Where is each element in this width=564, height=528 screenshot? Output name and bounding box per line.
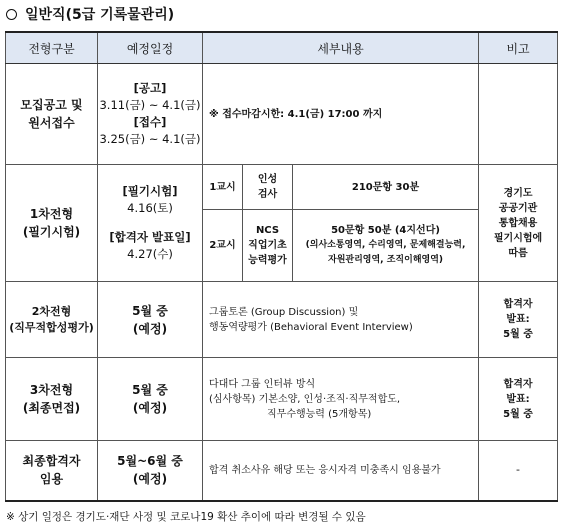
- recruit-schedule: [98, 64, 203, 165]
- third-schedule: 5월 중 (예정): [98, 358, 203, 441]
- final-type: 최종합격자 임용: [6, 441, 98, 501]
- third-detail-l2: (심사항목) 기본소양, 인성·조직·직무적합도,: [209, 393, 401, 405]
- header-row: [6, 32, 558, 64]
- third-detail-l1: 다대다 그룹 인터뷰 방식: [209, 378, 316, 390]
- recruit-schedule-l1: [공고]: [133, 81, 167, 95]
- third-type: 3차전형 (최종면접): [6, 358, 98, 441]
- first-subject-2: NCS 직업기초 능력평가: [243, 210, 293, 282]
- table-row-final: [6, 441, 558, 501]
- table-row-first-a: [6, 165, 558, 210]
- first-schedule-l2: 4.16(토): [127, 201, 173, 215]
- third-detail-l3: 직무수행능력 (5개항목): [267, 408, 372, 420]
- first-type: 1차전형 (필기시험): [6, 165, 98, 282]
- recruit-schedule-l4: 3.25(금) ~ 4.1(금): [99, 132, 201, 146]
- first-schedule-l1: [필기시험]: [122, 184, 178, 198]
- first-content-2: [293, 210, 479, 282]
- section-title-text: 일반직(5급 기록물관리): [25, 7, 175, 23]
- header-note: 비고: [479, 32, 558, 64]
- first-content-2-l2: (의사소통영역, 수리영역, 문제해결능력,: [305, 240, 466, 250]
- final-detail: 합격 취소사유 해당 또는 응시자격 미충족시 임용불가: [203, 441, 479, 501]
- circle-bullet-icon: [6, 9, 17, 20]
- first-note: 경기도 공공기관 통합채용 필기시험에 따름: [479, 165, 558, 282]
- recruit-schedule-l3: [접수]: [133, 115, 167, 129]
- schedule-table: [5, 31, 558, 502]
- header-type: 전형구분: [6, 32, 98, 64]
- recruit-schedule-l2: 3.11(금) ~ 4.1(금): [99, 98, 201, 112]
- second-detail-l2: 행동역량평가 (Behavioral Event Interview): [209, 321, 413, 333]
- final-note: -: [479, 441, 558, 501]
- table-row-recruit: [6, 64, 558, 165]
- second-note: 합격자 발표: 5월 중: [479, 282, 558, 358]
- first-content-2-l3: 자원관리영역, 조직이해영역): [328, 255, 444, 265]
- second-schedule: 5월 중 (예정): [98, 282, 203, 358]
- first-subject-1: 인성 검사: [243, 165, 293, 210]
- second-detail: [203, 282, 479, 358]
- third-note: 합격자 발표: 5월 중: [479, 358, 558, 441]
- table-row-third: [6, 358, 558, 441]
- header-schedule: 예정일정: [98, 32, 203, 64]
- recruit-type: 모집공고 및 원서접수: [6, 64, 98, 165]
- third-detail: [203, 358, 479, 441]
- first-period-1: 1교시: [203, 165, 243, 210]
- final-schedule: 5월~6월 중 (예정): [98, 441, 203, 501]
- second-type: 2차전형 (직무적합성평가): [6, 282, 98, 358]
- recruit-detail: ※ 접수마감시한: 4.1(금) 17:00 까지: [203, 64, 479, 165]
- table-row-second: [6, 282, 558, 358]
- second-detail-l1: 그룹토론 (Group Discussion) 및: [209, 306, 359, 318]
- footnote: ※ 상기 일정은 경기도·재단 사정 및 코로나19 확산 추이에 따라 변경될 수 있음: [6, 511, 366, 523]
- first-content-1: 210문항 30분: [293, 165, 479, 210]
- first-schedule: [98, 165, 203, 282]
- first-schedule-l3: [합격자 발표일]: [109, 230, 191, 244]
- header-detail: 세부내용: [203, 32, 479, 64]
- first-content-2-l1: 50문항 50분 (4지선다): [331, 225, 440, 236]
- first-period-2: 2교시: [203, 210, 243, 282]
- recruit-note: [479, 64, 558, 165]
- section-title: [6, 4, 174, 24]
- first-schedule-l4: 4.27(수): [127, 247, 173, 261]
